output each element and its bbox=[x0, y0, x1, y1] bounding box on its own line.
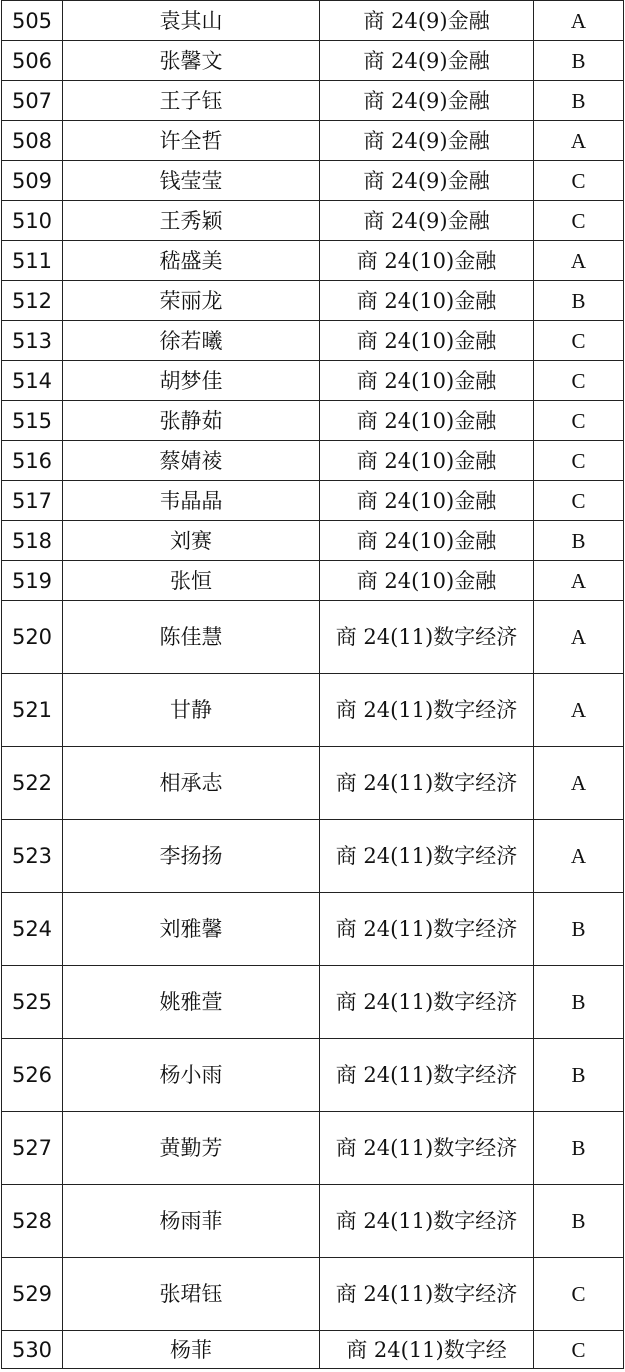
row-number-cell: 521 bbox=[2, 674, 63, 747]
row-number-cell: 529 bbox=[2, 1258, 63, 1331]
student-name-cell: 胡梦佳 bbox=[63, 361, 320, 401]
row-number-cell: 523 bbox=[2, 820, 63, 893]
row-number-cell: 519 bbox=[2, 561, 63, 601]
table-row bbox=[2, 561, 624, 601]
grade-cell: C bbox=[534, 201, 624, 241]
student-name-cell: 杨小雨 bbox=[63, 1039, 320, 1112]
student-name-cell: 相承志 bbox=[63, 747, 320, 820]
student-name-cell: 嵇盛美 bbox=[63, 241, 320, 281]
row-number-cell: 520 bbox=[2, 601, 63, 674]
grade-cell: A bbox=[534, 121, 624, 161]
student-name-cell: 徐若曦 bbox=[63, 321, 320, 361]
class-cell: 商 24(10)金融 bbox=[320, 561, 534, 601]
grade-cell: B bbox=[534, 1039, 624, 1112]
table-row bbox=[2, 893, 624, 966]
table-row bbox=[2, 1, 624, 41]
row-number-cell: 510 bbox=[2, 201, 63, 241]
student-name-cell: 陈佳慧 bbox=[63, 601, 320, 674]
student-name-cell: 刘雅馨 bbox=[63, 893, 320, 966]
grade-cell: B bbox=[534, 41, 624, 81]
row-number-cell: 516 bbox=[2, 441, 63, 481]
class-cell: 商 24(10)金融 bbox=[320, 321, 534, 361]
student-name-cell: 蔡婧祾 bbox=[63, 441, 320, 481]
class-cell: 商 24(10)金融 bbox=[320, 361, 534, 401]
table-row bbox=[2, 281, 624, 321]
row-number-cell: 522 bbox=[2, 747, 63, 820]
student-name-cell: 张馨文 bbox=[63, 41, 320, 81]
grade-cell: B bbox=[534, 81, 624, 121]
grade-cell: B bbox=[534, 1112, 624, 1185]
table-row bbox=[2, 1185, 624, 1258]
table-row bbox=[2, 81, 624, 121]
table-row bbox=[2, 521, 624, 561]
student-name-cell: 杨雨菲 bbox=[63, 1185, 320, 1258]
student-name-cell: 张静茹 bbox=[63, 401, 320, 441]
student-name-cell: 钱莹莹 bbox=[63, 161, 320, 201]
class-cell: 商 24(11)数字经济 bbox=[320, 893, 534, 966]
table-row bbox=[2, 361, 624, 401]
row-number-cell: 506 bbox=[2, 41, 63, 81]
table-row bbox=[2, 674, 624, 747]
table-row bbox=[2, 1112, 624, 1185]
class-cell: 商 24(11)数字经济 bbox=[320, 1185, 534, 1258]
class-cell: 商 24(11)数字经济 bbox=[320, 747, 534, 820]
row-number-cell: 527 bbox=[2, 1112, 63, 1185]
row-number-cell: 509 bbox=[2, 161, 63, 201]
table-row bbox=[2, 241, 624, 281]
class-cell: 商 24(9)金融 bbox=[320, 41, 534, 81]
class-cell: 商 24(10)金融 bbox=[320, 241, 534, 281]
grade-cell: A bbox=[534, 747, 624, 820]
class-cell: 商 24(9)金融 bbox=[320, 81, 534, 121]
class-cell: 商 24(11)数字经济 bbox=[320, 601, 534, 674]
table-row bbox=[2, 1331, 624, 1369]
row-number-cell: 530 bbox=[2, 1331, 63, 1369]
row-number-cell: 514 bbox=[2, 361, 63, 401]
table-row bbox=[2, 966, 624, 1039]
grade-cell: B bbox=[534, 893, 624, 966]
table-row bbox=[2, 121, 624, 161]
student-name-cell: 姚雅萱 bbox=[63, 966, 320, 1039]
table-row bbox=[2, 161, 624, 201]
row-number-cell: 528 bbox=[2, 1185, 63, 1258]
row-number-cell: 507 bbox=[2, 81, 63, 121]
grade-cell: C bbox=[534, 161, 624, 201]
grade-cell: C bbox=[534, 361, 624, 401]
table-row bbox=[2, 1258, 624, 1331]
row-number-cell: 524 bbox=[2, 893, 63, 966]
student-name-cell: 张珺钰 bbox=[63, 1258, 320, 1331]
table-row bbox=[2, 201, 624, 241]
row-number-cell: 517 bbox=[2, 481, 63, 521]
class-cell: 商 24(10)金融 bbox=[320, 401, 534, 441]
table-row bbox=[2, 1039, 624, 1112]
student-name-cell: 李扬扬 bbox=[63, 820, 320, 893]
table-row bbox=[2, 41, 624, 81]
row-number-cell: 508 bbox=[2, 121, 63, 161]
table-row bbox=[2, 441, 624, 481]
grade-cell: A bbox=[534, 241, 624, 281]
table-row bbox=[2, 820, 624, 893]
grade-cell: A bbox=[534, 601, 624, 674]
row-number-cell: 525 bbox=[2, 966, 63, 1039]
student-name-cell: 韦晶晶 bbox=[63, 481, 320, 521]
class-cell: 商 24(11)数字经济 bbox=[320, 1258, 534, 1331]
student-name-cell: 王秀颖 bbox=[63, 201, 320, 241]
class-cell: 商 24(9)金融 bbox=[320, 161, 534, 201]
table-row bbox=[2, 601, 624, 674]
student-name-cell: 张恒 bbox=[63, 561, 320, 601]
student-name-cell: 许全哲 bbox=[63, 121, 320, 161]
class-cell: 商 24(9)金融 bbox=[320, 201, 534, 241]
row-number-cell: 518 bbox=[2, 521, 63, 561]
grade-cell: A bbox=[534, 1, 624, 41]
class-cell: 商 24(9)金融 bbox=[320, 1, 534, 41]
student-name-cell: 杨菲 bbox=[63, 1331, 320, 1369]
row-number-cell: 515 bbox=[2, 401, 63, 441]
grade-cell: B bbox=[534, 281, 624, 321]
grade-cell: C bbox=[534, 441, 624, 481]
grade-cell: B bbox=[534, 1185, 624, 1258]
class-cell: 商 24(11)数字经济 bbox=[320, 820, 534, 893]
grade-cell: C bbox=[534, 321, 624, 361]
class-cell: 商 24(11)数字经济 bbox=[320, 1039, 534, 1112]
score-table bbox=[1, 0, 624, 1369]
row-number-cell: 511 bbox=[2, 241, 63, 281]
table-row bbox=[2, 401, 624, 441]
class-cell: 商 24(10)金融 bbox=[320, 441, 534, 481]
row-number-cell: 513 bbox=[2, 321, 63, 361]
grade-cell: C bbox=[534, 401, 624, 441]
grade-cell: C bbox=[534, 1258, 624, 1331]
row-number-cell: 512 bbox=[2, 281, 63, 321]
student-name-cell: 刘赛 bbox=[63, 521, 320, 561]
student-name-cell: 黄勤芳 bbox=[63, 1112, 320, 1185]
student-name-cell: 荣丽龙 bbox=[63, 281, 320, 321]
grade-cell: B bbox=[534, 966, 624, 1039]
table-row bbox=[2, 481, 624, 521]
table-body bbox=[2, 1, 624, 1369]
table-row bbox=[2, 747, 624, 820]
student-name-cell: 甘静 bbox=[63, 674, 320, 747]
row-number-cell: 505 bbox=[2, 1, 63, 41]
grade-cell: A bbox=[534, 820, 624, 893]
class-cell: 商 24(11)数字经济 bbox=[320, 674, 534, 747]
grade-cell: B bbox=[534, 521, 624, 561]
grade-cell: C bbox=[534, 481, 624, 521]
class-cell: 商 24(11)数字经 bbox=[320, 1331, 534, 1369]
class-cell: 商 24(9)金融 bbox=[320, 121, 534, 161]
class-cell: 商 24(11)数字经济 bbox=[320, 966, 534, 1039]
class-cell: 商 24(11)数字经济 bbox=[320, 1112, 534, 1185]
grade-cell: A bbox=[534, 561, 624, 601]
class-cell: 商 24(10)金融 bbox=[320, 521, 534, 561]
class-cell: 商 24(10)金融 bbox=[320, 481, 534, 521]
grade-cell: C bbox=[534, 1331, 624, 1369]
student-name-cell: 王子钰 bbox=[63, 81, 320, 121]
grade-cell: A bbox=[534, 674, 624, 747]
table-row bbox=[2, 321, 624, 361]
class-cell: 商 24(10)金融 bbox=[320, 281, 534, 321]
row-number-cell: 526 bbox=[2, 1039, 63, 1112]
student-name-cell: 袁其山 bbox=[63, 1, 320, 41]
